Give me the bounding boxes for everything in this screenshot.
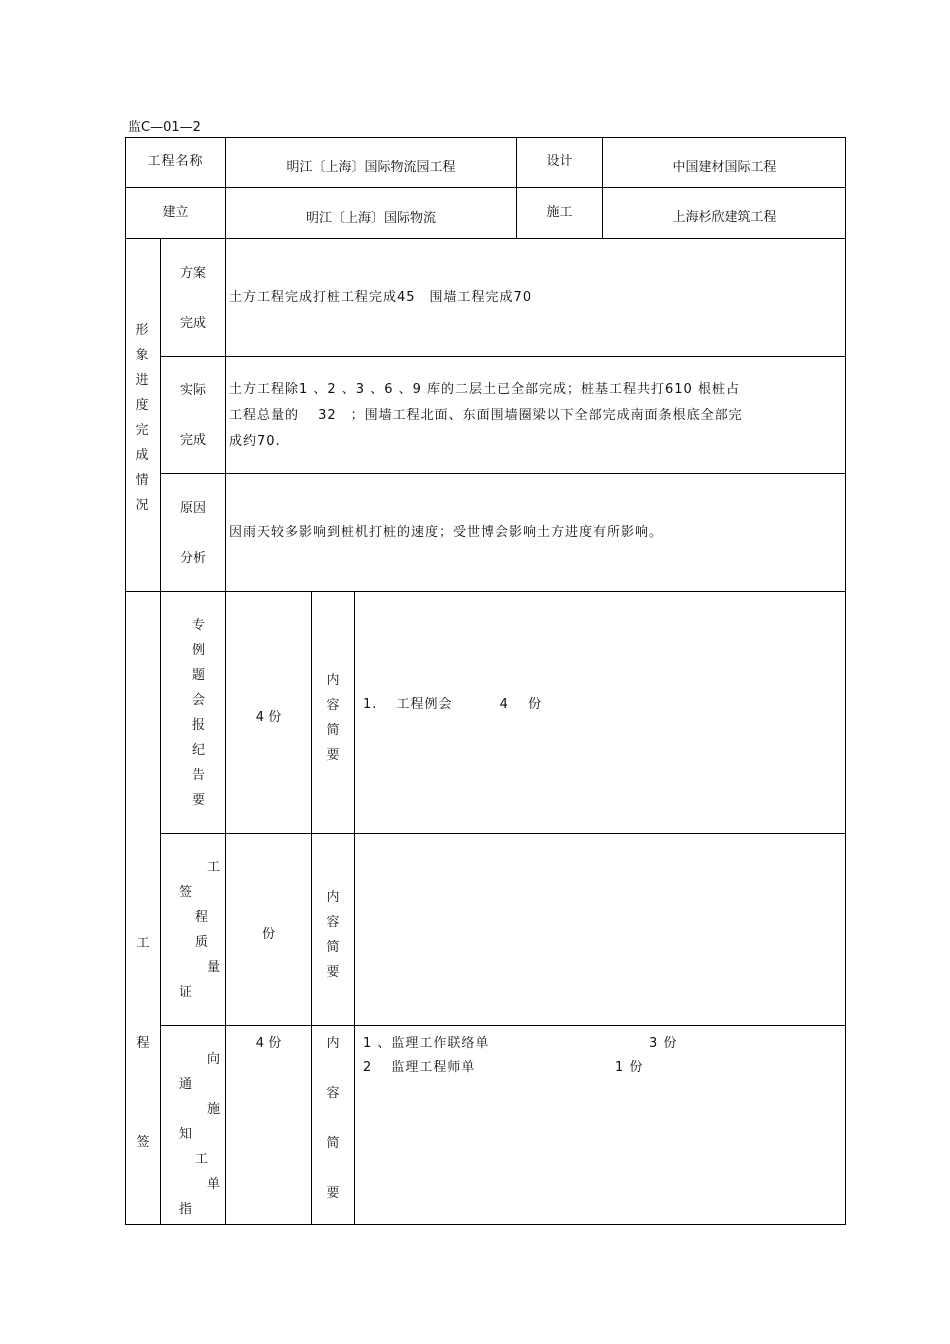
supervision-label: 建立 [162,205,189,220]
actual-text-line-1: 土方工程除1 、2 、3 、6 、9 库的二层土已全部完成；桩基工程共打610 根桩占 [229,382,740,397]
meeting-label-char: 要 [192,793,206,808]
meeting-label-char: 例 [192,643,206,658]
content-label-char: 要 [326,965,340,980]
notice-count: 4 份 [255,1036,282,1051]
row-divider [160,1025,846,1026]
quality-count: 份 [261,927,275,942]
notice-item-2-count: 1 份 [615,1060,644,1075]
content-label-char: 内 [326,673,340,688]
content-label-char: 要 [326,748,340,763]
notice-label-char: 施 [207,1102,221,1117]
signing-label-1: 工 [136,936,150,951]
notice-label-char: 工 [195,1152,209,1167]
signing-label-2: 程 [136,1036,150,1051]
notice-item-1: 1 、监理工作联络单 [363,1036,490,1051]
construction-value: 上海杉欣建筑工程 [672,210,777,225]
row-divider [125,187,846,188]
row-divider [160,473,846,474]
supervision-value: 明江〔上海〕国际物流 [305,211,436,226]
project-name-value: 明江〔上海〕国际物流园工程 [286,160,456,175]
quality-label-char: 签 [179,885,193,900]
meeting-content: 1. 工程例会 4 份 [363,697,543,712]
notice-item-2: 2 监理工程师单 [363,1060,476,1075]
content-label-char: 要 [326,1186,340,1201]
design-label: 设计 [546,154,573,169]
notice-label-char: 知 [179,1127,193,1142]
notice-label-char: 指 [179,1202,193,1217]
notice-label-char: 通 [179,1077,193,1092]
row-divider [160,356,846,357]
actual-label-2: 完成 [179,433,206,448]
actual-text-line-3: 成约70. [229,434,281,449]
content-label-char: 容 [326,915,340,930]
quality-label-char: 证 [179,985,193,1000]
signing-label-3: 签 [136,1135,150,1150]
row-divider [160,833,846,834]
reason-label-1: 原因 [179,501,206,516]
form-code: 监C—01—2 [128,120,201,135]
meeting-label-char: 报 [192,718,206,733]
meeting-label-char: 告 [192,768,206,783]
content-label-char: 简 [326,723,340,738]
quality-label-char: 程 [195,910,209,925]
notice-item-1-count: 3 份 [649,1036,678,1051]
meeting-label-char: 题 [192,668,206,683]
meeting-label-char: 会 [192,693,206,708]
row-divider [125,238,846,239]
content-label-char: 容 [326,698,340,713]
row-divider [125,591,846,592]
content-label-char: 简 [326,940,340,955]
progress-section-label: 形象进度完成情况 [135,323,149,513]
meeting-count: 4 份 [255,710,282,725]
meeting-label-char: 专 [192,618,206,633]
content-label-char: 内 [326,890,340,905]
quality-label-char: 工 [207,860,221,875]
design-value: 中国建材国际工程 [672,160,777,175]
reason-text: 因雨天较多影响到桩机打桩的速度；受世博会影响土方进度有所影响。 [229,525,664,540]
content-label-char: 简 [326,1136,340,1151]
construction-label: 施工 [546,205,573,220]
reason-label-2: 分析 [179,551,206,566]
notice-label-char: 单 [207,1177,221,1192]
column-divider [225,137,226,1225]
notice-label-char: 向 [207,1052,221,1067]
actual-text-line-2: 工程总量的 32 ；围墙工程北面、东面围墙圈梁以下全部完成南面条根底全部完 [229,408,743,423]
content-label-char: 容 [326,1086,340,1101]
meeting-label-char: 纪 [192,743,206,758]
plan-label-1: 方案 [179,266,206,281]
content-label-char: 内 [326,1036,340,1051]
quality-label-char: 量 [207,960,221,975]
plan-label-2: 完成 [179,316,206,331]
column-divider [354,591,355,1225]
plan-text: 土方工程完成打桩工程完成45 围墙工程完成70 [229,290,533,305]
project-name-label: 工程名称 [147,154,204,169]
actual-label-1: 实际 [179,383,206,398]
quality-label-char: 质 [195,935,209,950]
